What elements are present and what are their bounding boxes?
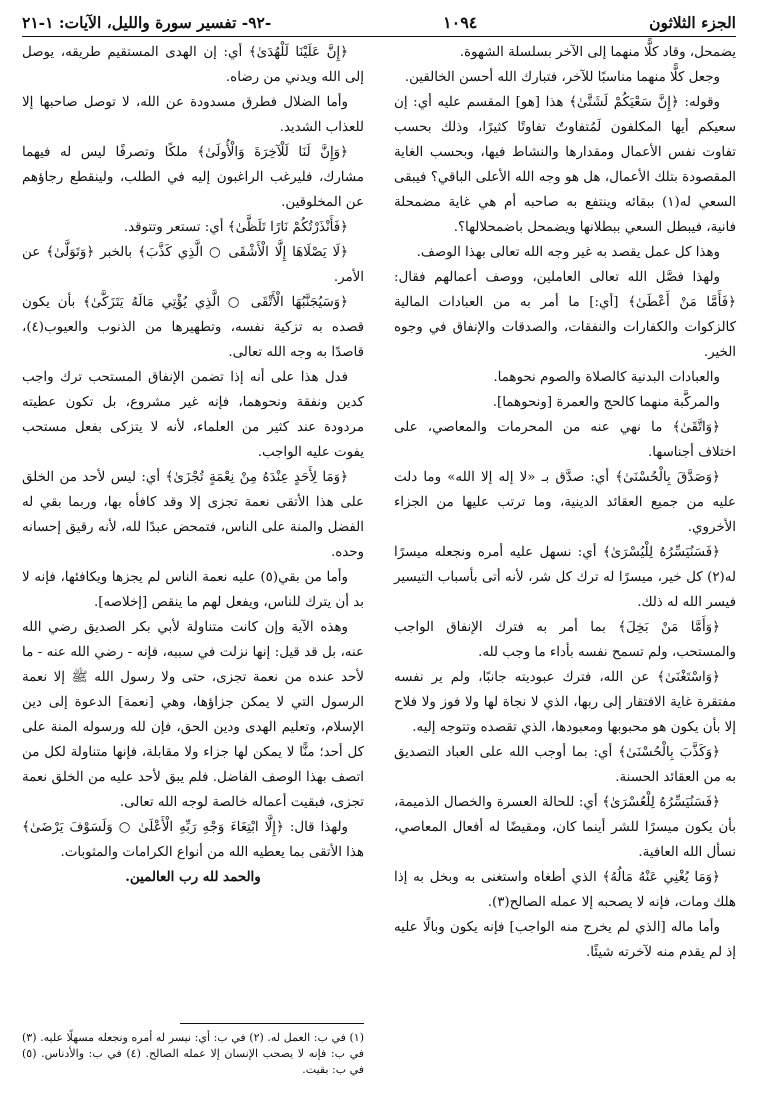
- right-column: [394, 40, 736, 965]
- paragraph: وقوله: ﴿إِنَّ سَعْيَكُمْ لَشَتَّىٰ﴾ هذا [هو] المقسم عليه أي: إن سعيكم أيها المكلفون لَمُتفاوتٌ تفاوتًا كثيرًا، وذلك بحسب تفاوت نفس الأعمال ومقدارها والنشاط فيها، وبحسب الغاية المقصودة بتلك الأعمال، هل هو وجه الله الأعلى الباقي؟ فيبقى السعي له(١) ببقائه وينتفع به صاحبه أم هي غاية مضمحلة فانية، فيبطل السعي ببطلانها ويضمحل باضمحلالها؟.: [394, 95, 737, 235]
- surah-title: -٩٢- تفسير سورة والليل، الآيات: ١-٢١: [22, 12, 272, 32]
- paragraph: ﴿وَصَدَّقَ بِالْحُسْنَىٰ﴾ أي: صدَّق بـ «لا إله إلا الله» وما دلت عليه من جميع العقائد الدينية، وما ترتب عليها من الجزاء الأخروي.: [394, 470, 736, 535]
- paragraph: ﴿وَمَا يُغْنِي عَنْهُ مَالُهُ﴾ الذي أطغاه واستغنى به وبخل به إذا هلك ومات، فإنه لا يصحبه إلا عمله الصالح(٣).: [394, 870, 736, 910]
- paragraph: ﴿لَا يَصْلَاهَا إِلَّا الْأَشْقَى ○ الَّذِي كَذَّبَ﴾ بالخبر ﴿وَتَوَلَّىٰ﴾ عن الأمر.: [22, 245, 364, 285]
- page-number: ١٠٩٤: [443, 12, 478, 32]
- paragraph: ﴿وَاسْتَغْنَىٰ﴾ عن الله، فترك عبوديته جانبًا، ولم ير نفسه مفتقرة غاية الافتقار إلى ربها، الذي لا نجاة لها ولا فوز ولا فلاح إلا بأن يكون هو محبوبها ومعبودها، الذي تقصده وتتوجه إليه.: [394, 670, 736, 735]
- paragraph: وأما الضلال فطرق مسدودة عن الله، لا توصل صاحبها إلا للعذاب الشديد.: [22, 95, 364, 135]
- left-column: [22, 40, 364, 890]
- paragraph: ﴿فَسَنُيَسِّرُهُ لِلْعُسْرَىٰ﴾ أي: للحالة العسرة والخصال الذميمة، بأن يكون ميسرًا للشر أينما كان، ومقيضًا له أفعال المعاصي، نسأل الله العافية.: [394, 795, 736, 860]
- paragraph: ولهذا فصَّل الله تعالى العاملين، ووصف أعمالهم فقال: ﴿فَأَمَّا مَنْ أَعْطَىٰ﴾ [أي:] ما أمر به من العبادات المالية كالزكوات والكفارات والنفقات، والصدقات والإنفاق في وجوه الخير.: [394, 270, 736, 360]
- paragraph: ﴿وَإِنَّ لَنَا لَلْآخِرَةَ وَالْأُولَىٰ﴾ ملكًا وتصرفًا ليس له فيهما مشارك، فليرغب الراغبون إليه في الطلب، ولينقطع رجاؤهم عن المخلوقين.: [22, 145, 364, 210]
- paragraph: يضمحل، وقاد كلًّا منهما إلى الآخر بسلسلة الشهوة.: [459, 45, 736, 60]
- paragraph: ﴿وَكَذَّبَ بِالْحُسْنَىٰ﴾ أي: بما أوجب الله على العباد التصديق به من العقائد الحسنة.: [394, 745, 736, 785]
- paragraph: وهذه الآية وإن كانت متناولة لأبي بكر الصديق رضي الله عنه، بل قد قيل: إنها نزلت في سببه، فإنه - رضي الله عنه - ما لأحد عنده من نعمة تجزى، حتى ولا رسول الله ﷺ إلا نعمة الرسول التي لا يمكن جزاؤها، وهي [نعمة] الدعوة إلى دين الإسلام، وتعليم الهدى ودين الحق، فإن لله ورسوله المنة على كل أحد؛ منًّا لا يمكن لها جزاء ولا مقابلة، فإنها متناولة لكل من اتصف بهذا الوصف الفاضل. فلم يبق لأحد عليه من الخلق نعمة تجزى، فبقيت أعماله خالصة لوجه الله تعالى.: [22, 620, 364, 810]
- paragraph: ﴿وَمَا لِأَحَدٍ عِنْدَهُ مِنْ نِعْمَةٍ تُجْزَىٰ﴾ أي: ليس لأحد من الخلق على هذا الأتقى نعمة تجزى إلا وقد كافأه بها، وربما بقي له الفضل والمنة على الناس، فتمحض عبدًا لله، لأنه رقيق إحسانه وحده.: [22, 470, 364, 560]
- page-header: [22, 8, 736, 37]
- paragraph: وهذا كل عمل يقصد به غير وجه الله تعالى بهذا الوصف.: [416, 245, 720, 260]
- footnotes: [22, 1030, 364, 1078]
- paragraph: وأما ماله [الذي لم يخرج منه الواجب] فإنه يكون وبالًا عليه إذ لم يقدم منه لآخرته شيئًا.: [394, 920, 736, 960]
- closing-line: والحمد لله رب العالمين.: [125, 869, 261, 885]
- paragraph: والمركَّبة منهما كالحج والعمرة [ونحوهما].: [492, 395, 720, 410]
- footnote-text: (١) في ب: العمل له. (٢) في ب: أي: نيسر له أمره ونجعله مسهلًا عليه. (٣) في ب: فإنه لا يصحب الإنسان إلا عمله الصالح. (٤) في ب: والأدناس. (٥) في ب: بقيت.: [22, 1031, 364, 1076]
- paragraph: وأما من بقي(٥) عليه نعمة الناس لم يجزها ويكافئها، فإنه لا بد أن يترك للناس، ويفعل لهم ما ينقص [إخلاصه].: [22, 570, 364, 610]
- paragraph: ﴿فَسَنُيَسِّرُهُ لِلْيُسْرَىٰ﴾ أي: نسهل عليه أمره ونجعله ميسرًا له(٢) كل خير، ميسرًا له ترك كل شر، لأنه أتى بأسباب التيسير فيسر الله له ذلك.: [394, 545, 736, 610]
- paragraph: فدل هذا على أنه إذا تضمن الإنفاق المستحب ترك واجب كدين ونفقة ونحوهما، فإنه غير مشروع، بل تكون عطيته مردودة عند كثير من العلماء، لأنه لا يتزكى بفعل مستحب يفوت عليه الواجب.: [22, 370, 364, 460]
- footnote-divider: [180, 1023, 364, 1024]
- paragraph: ﴿وَأَمَّا مَنْ بَخِلَ﴾ بما أمر به فترك الإنفاق الواجب والمستحب، ولم تسمح نفسه بأداء ما وجب لله.: [394, 620, 736, 660]
- paragraph: ﴿وَسَيُجَنَّبُهَا الْأَتْقَى ○ الَّذِي يُؤْتِي مَالَهُ يَتَزَكَّىٰ﴾ بأن يكون قصده به تزكية نفسه، وتطهيرها من الذنوب والعيوب(٤)، قاصدًا به وجه الله تعالى.: [22, 295, 364, 360]
- paragraph: والعبادات البدنية كالصلاة والصوم نحوهما.: [493, 370, 720, 385]
- part-title: الجزء الثلاثون: [649, 12, 736, 32]
- paragraph: ولهذا قال: ﴿إِلَّا ابْتِغَاءَ وَجْهِ رَبِّهِ الْأَعْلَىٰ ○ وَلَسَوْفَ يَرْضَىٰ﴾ هذا الأتقى بما يعطيه الله من أنواع الكرامات والمثوبات.: [22, 820, 364, 860]
- paragraph: ﴿وَاتَّقَىٰ﴾ ما نهي عنه من المحرمات والمعاصي، على اختلاف أجناسها.: [394, 420, 736, 460]
- paragraph: ﴿فَأَنْذَرْتُكُمْ نَارًا تَلَظَّىٰ﴾ أي: تستعر وتتوقد.: [123, 220, 348, 235]
- paragraph: ﴿إِنَّ عَلَيْنَا لَلْهُدَىٰ﴾ أي: إن الهدى المستقيم طريقه، يوصل إلى الله ويدني من رضاه.: [22, 45, 364, 85]
- paragraph: وجعل كلًّا منهما مناسبًا للآخر، فتبارك الله أحسن الخالقين.: [404, 70, 720, 85]
